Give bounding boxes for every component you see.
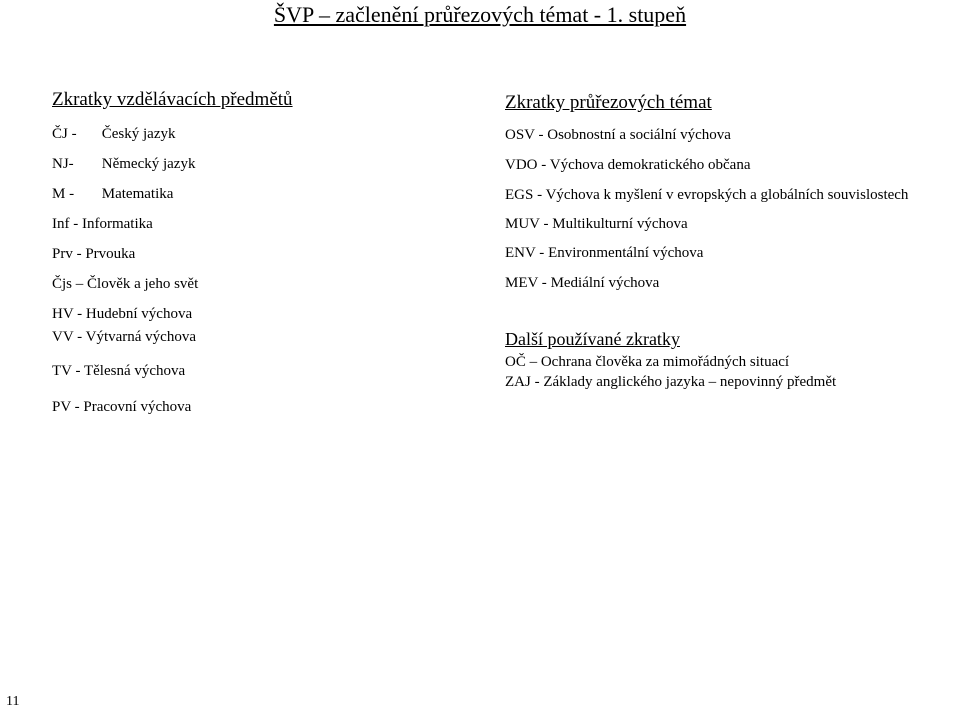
subject-name: Německý jazyk <box>101 156 196 172</box>
theme-item-mev <box>505 274 659 292</box>
themes-heading: Zkratky průřezových témat <box>505 92 712 113</box>
subject-item-tv <box>52 362 185 380</box>
other-heading: Další používané zkratky <box>505 329 680 349</box>
page-number: 11 <box>6 694 20 709</box>
subject-name: Tělesná výchova <box>83 363 186 379</box>
subject-item-inf <box>52 215 153 233</box>
theme-name: Výchova demokratického občana <box>549 157 751 173</box>
subject-item-pv <box>52 398 191 416</box>
theme-abbr: MUV - <box>505 216 549 232</box>
subject-item-hv <box>52 305 192 323</box>
theme-abbr: ENV - <box>505 245 545 261</box>
theme-abbr: OSV - <box>505 127 544 143</box>
subject-item-vv <box>52 328 196 346</box>
subject-abbr: NJ- <box>52 156 74 172</box>
theme-item-egs <box>505 186 908 204</box>
subject-name: Hudební výchova <box>85 306 193 322</box>
subject-abbr: Prv - <box>52 246 82 262</box>
theme-name: Environmentální výchova <box>548 245 704 261</box>
subject-abbr: TV - <box>52 363 81 379</box>
theme-name: Mediální výchova <box>550 275 660 291</box>
subject-name: Informatika <box>82 216 153 232</box>
subject-name: Prvouka <box>85 246 136 262</box>
subject-name: Výtvarná výchova <box>85 329 197 345</box>
subject-item-m <box>52 185 173 203</box>
subject-name: Člověk a jeho svět <box>87 276 199 292</box>
page-title: ŠVP – začlenění průřezových témat - 1. stupeň <box>273 2 687 27</box>
theme-name: Osobnostní a sociální výchova <box>547 127 731 143</box>
subject-abbr: ČJ - <box>52 126 77 142</box>
theme-name: Výchova k myšlení v evropských a globálních souvislostech <box>545 187 909 203</box>
subject-abbr: Inf - <box>52 216 79 232</box>
other-item-oc <box>505 353 789 371</box>
subject-abbr: M - <box>52 186 75 202</box>
subject-name: Český jazyk <box>101 126 176 142</box>
subject-item-cj <box>52 125 175 143</box>
theme-item-osv <box>505 126 731 144</box>
subject-name: Matematika <box>101 186 174 202</box>
other-abbr: ZAJ - <box>505 374 540 390</box>
subject-abbr: HV - <box>52 306 83 322</box>
theme-item-env <box>505 244 703 262</box>
subjects-heading: Zkratky vzdělávacích předmětů <box>52 89 293 110</box>
theme-abbr: EGS - <box>505 187 543 203</box>
theme-item-muv <box>505 215 688 233</box>
subject-abbr: Čjs – <box>52 276 84 292</box>
theme-item-vdo <box>505 156 750 174</box>
subject-item-prv <box>52 245 135 263</box>
theme-abbr: MEV - <box>505 275 547 291</box>
other-item-zaj <box>505 373 836 391</box>
subject-item-cjs <box>52 275 198 293</box>
subject-name: Pracovní výchova <box>83 399 192 415</box>
subject-item-nj <box>52 155 195 173</box>
subject-abbr: VV - <box>52 329 83 345</box>
theme-name: Multikulturní výchova <box>552 216 688 232</box>
theme-abbr: VDO - <box>505 157 547 173</box>
other-name: Ochrana člověka za mimořádných situací <box>540 354 790 370</box>
other-abbr: OČ – <box>505 354 538 370</box>
other-name: Základy anglického jazyka – nepovinný předmět <box>543 374 837 390</box>
subject-abbr: PV - <box>52 399 80 415</box>
